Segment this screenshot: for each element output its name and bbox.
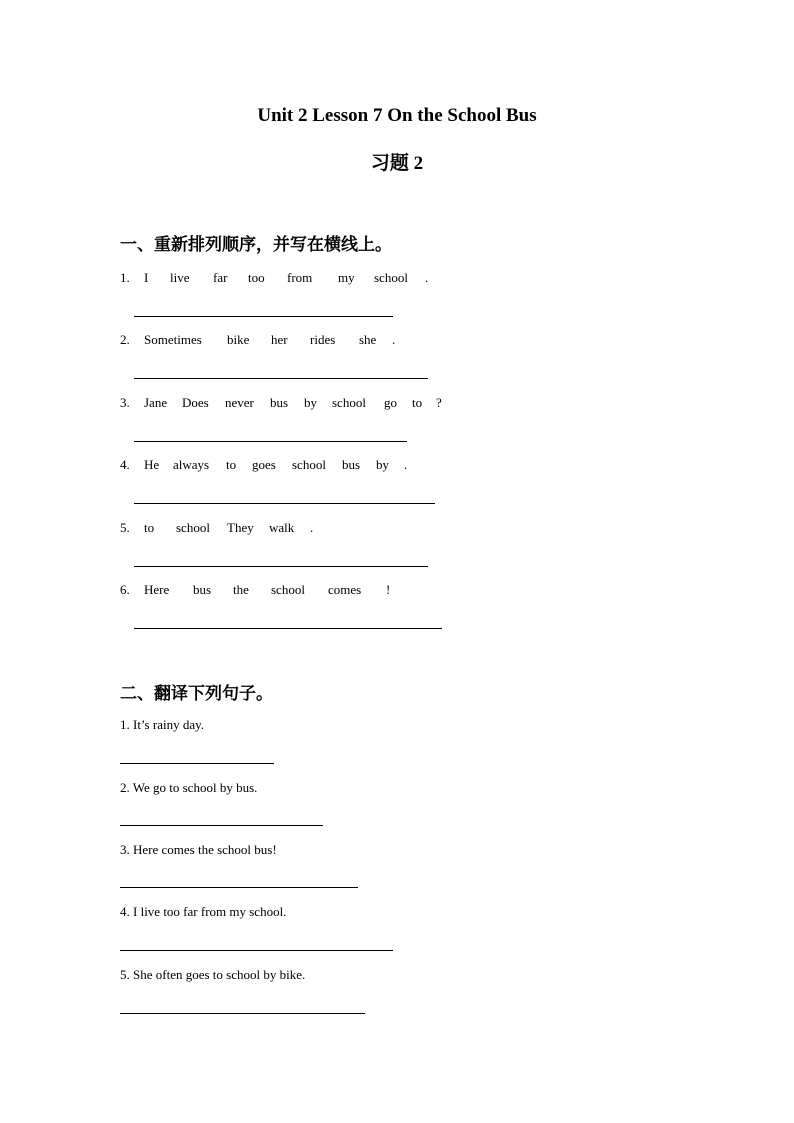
word-tile: by bbox=[376, 457, 389, 472]
section1-heading: 一、重新排列顺序，并写在横线上。 bbox=[120, 235, 392, 255]
word-tile: ? bbox=[436, 395, 442, 410]
word-tile: my bbox=[338, 270, 355, 285]
answer-line[interactable] bbox=[120, 950, 393, 951]
word-tile: school bbox=[271, 582, 305, 597]
word-tile: . bbox=[392, 332, 396, 347]
word-tile: bike bbox=[227, 332, 250, 347]
answer-line[interactable] bbox=[120, 825, 323, 826]
word-tile: school bbox=[176, 520, 210, 535]
word-tile: rides bbox=[310, 332, 336, 347]
answer-line[interactable] bbox=[134, 628, 442, 629]
word-tile: Jane bbox=[144, 395, 168, 410]
translate-question-1: 1. It’s rainy day. bbox=[120, 717, 204, 732]
word-tile: ! bbox=[386, 582, 391, 597]
word-tile: Does bbox=[182, 395, 209, 410]
word-tile: by bbox=[304, 395, 317, 410]
word-tile: to bbox=[144, 520, 155, 535]
word-tile: too bbox=[248, 270, 265, 285]
question-number: 2. bbox=[120, 332, 130, 347]
word-tile: the bbox=[233, 582, 249, 597]
worksheet-subtitle: 习题 2 bbox=[370, 153, 424, 174]
word-tile: always bbox=[173, 457, 210, 472]
word-tile: far bbox=[213, 270, 228, 285]
word-tile: . bbox=[404, 457, 408, 472]
question-number: 4. bbox=[120, 457, 130, 472]
question-number: 6. bbox=[120, 582, 130, 597]
word-tile: bus bbox=[270, 395, 289, 410]
word-tile: bus bbox=[193, 582, 212, 597]
answer-line[interactable] bbox=[120, 1013, 365, 1014]
answer-line[interactable] bbox=[120, 763, 274, 764]
answer-line[interactable] bbox=[120, 887, 358, 888]
word-tile: school bbox=[332, 395, 366, 410]
word-tile: her bbox=[271, 332, 288, 347]
word-tile: she bbox=[359, 332, 377, 347]
question-number: 1. bbox=[120, 270, 130, 285]
word-tile: Here bbox=[144, 582, 170, 597]
answer-line[interactable] bbox=[134, 503, 435, 504]
section2-heading: 二、翻译下列句子。 bbox=[120, 684, 273, 704]
word-tile: live bbox=[170, 270, 190, 285]
word-tile: never bbox=[225, 395, 254, 410]
word-tile: go bbox=[384, 395, 397, 410]
word-tile: walk bbox=[269, 520, 295, 535]
word-tile: goes bbox=[252, 457, 276, 472]
word-tile: . bbox=[425, 270, 429, 285]
word-tile: . bbox=[310, 520, 314, 535]
translate-question-2: 2. We go to school by bus. bbox=[120, 780, 258, 795]
worksheet-title: Unit 2 Lesson 7 On the School Bus bbox=[257, 105, 537, 126]
word-tile: Sometimes bbox=[144, 332, 202, 347]
word-tile: school bbox=[292, 457, 326, 472]
translate-question-5: 5. She often goes to school by bike. bbox=[120, 967, 306, 982]
word-tile: bus bbox=[342, 457, 361, 472]
word-tile: to bbox=[412, 395, 423, 410]
word-tile: He bbox=[144, 457, 160, 472]
answer-line[interactable] bbox=[134, 378, 428, 379]
word-tile: I bbox=[144, 270, 149, 285]
answer-line[interactable] bbox=[134, 441, 407, 442]
translate-question-3: 3. Here comes the school bus! bbox=[120, 842, 277, 857]
question-number: 5. bbox=[120, 520, 130, 535]
question-number: 3. bbox=[120, 395, 130, 410]
answer-line[interactable] bbox=[134, 566, 428, 567]
word-tile: from bbox=[287, 270, 313, 285]
answer-line[interactable] bbox=[134, 316, 393, 317]
translate-question-4: 4. I live too far from my school. bbox=[120, 904, 287, 919]
word-tile: school bbox=[374, 270, 408, 285]
word-tile: They bbox=[227, 520, 254, 535]
word-tile: comes bbox=[328, 582, 362, 597]
word-tile: to bbox=[226, 457, 237, 472]
